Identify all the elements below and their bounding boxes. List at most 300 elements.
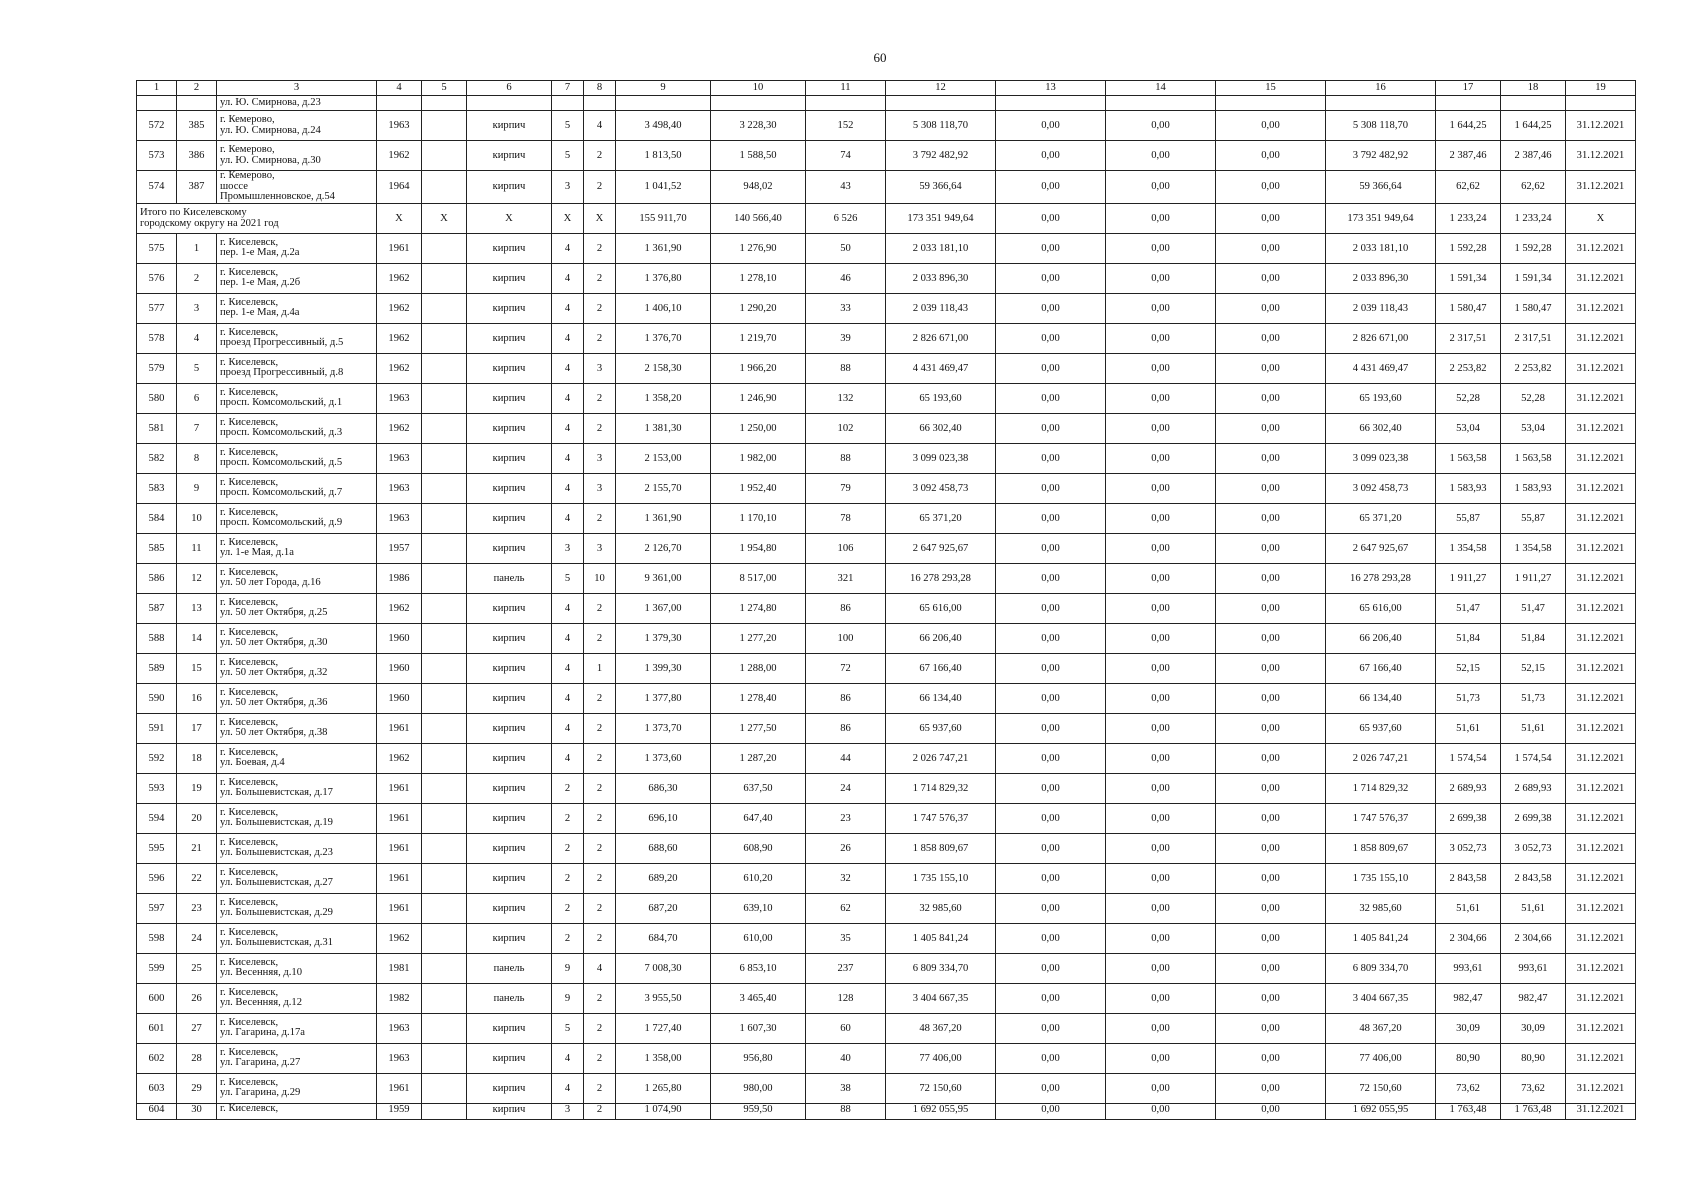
address-cell	[217, 893, 377, 923]
living-area-cell: 1 246,90	[711, 383, 806, 413]
total-c5-cell: Х	[422, 203, 467, 233]
living-area-cell: 1 278,10	[711, 263, 806, 293]
col16-cell: 32 985,60	[1326, 893, 1436, 923]
col15-cell: 0,00	[1216, 263, 1326, 293]
address-cell	[217, 743, 377, 773]
col15-cell: 0,00	[1216, 803, 1326, 833]
row-seq: 22	[177, 863, 217, 893]
total-area-cell: 3 498,40	[616, 111, 711, 141]
table-row	[137, 593, 1636, 623]
col13-cell: 0,00	[996, 323, 1106, 353]
col18-cell: 2 843,58	[1501, 863, 1566, 893]
address-line: г. Киселевск,	[220, 686, 279, 698]
residents-cell: 40	[806, 1043, 886, 1073]
col14-cell: 0,00	[1106, 1103, 1216, 1119]
address-line: г. Киселевск,	[220, 476, 279, 488]
col14-cell: 0,00	[1106, 473, 1216, 503]
address-line: ул. Большевистская, д.31	[220, 937, 333, 949]
material-cell: кирпич	[467, 773, 552, 803]
material-cell: кирпич	[467, 683, 552, 713]
col14-cell: 0,00	[1106, 1073, 1216, 1103]
address-line: ул. Большевистская, д.23	[220, 847, 333, 859]
date-cell: 31.12.2021	[1566, 983, 1636, 1013]
material-cell: кирпич	[467, 743, 552, 773]
year-cell: 1962	[377, 141, 422, 171]
col16-cell: 2 026 747,21	[1326, 743, 1436, 773]
cost-cell: 6 809 334,70	[886, 953, 996, 983]
row-number: 573	[137, 141, 177, 171]
row-number: 600	[137, 983, 177, 1013]
col18-cell: 55,87	[1501, 503, 1566, 533]
col18-cell: 1 592,28	[1501, 233, 1566, 263]
col13-cell: 0,00	[996, 563, 1106, 593]
entrances-cell: 3	[584, 473, 616, 503]
address-line: г. Киселевск,	[220, 326, 279, 338]
date-cell: 31.12.2021	[1566, 293, 1636, 323]
col15-cell: 0,00	[1216, 983, 1326, 1013]
col14-cell: 0,00	[1106, 893, 1216, 923]
col14-cell: 0,00	[1106, 443, 1216, 473]
address-line: г. Киселевск,	[220, 656, 279, 668]
col16-cell: 4 431 469,47	[1326, 353, 1436, 383]
material-cell: кирпич	[467, 623, 552, 653]
total-area-cell: 7 008,30	[616, 953, 711, 983]
entrances-cell: 2	[584, 893, 616, 923]
row-number: 595	[137, 833, 177, 863]
floors-cell: 2	[552, 923, 584, 953]
col5-cell	[422, 293, 467, 323]
col16-cell: 66 302,40	[1326, 413, 1436, 443]
total-area-cell: 2 158,30	[616, 353, 711, 383]
total-area-cell: 2 153,00	[616, 443, 711, 473]
empty-cell	[616, 96, 711, 111]
col14-cell: 0,00	[1106, 983, 1216, 1013]
table-row	[137, 653, 1636, 683]
floors-cell: 4	[552, 383, 584, 413]
table-row	[137, 713, 1636, 743]
col18-cell: 73,62	[1501, 1073, 1566, 1103]
row-seq: 385	[177, 111, 217, 141]
col15-cell: 0,00	[1216, 563, 1326, 593]
col17-cell: 73,62	[1436, 1073, 1501, 1103]
col15-cell: 0,00	[1216, 953, 1326, 983]
row-seq: 30	[177, 1103, 217, 1119]
col16-cell: 65 937,60	[1326, 713, 1436, 743]
col15-cell: 0,00	[1216, 383, 1326, 413]
year-cell: 1964	[377, 171, 422, 204]
address-line: ул. Весенняя, д.12	[220, 997, 302, 1009]
living-area-cell: 1 219,70	[711, 323, 806, 353]
living-area-cell: 608,90	[711, 833, 806, 863]
col16-cell: 66 134,40	[1326, 683, 1436, 713]
row-seq: 20	[177, 803, 217, 833]
row-number: 593	[137, 773, 177, 803]
address-line: г. Киселевск,	[220, 986, 279, 998]
date-cell: 31.12.2021	[1566, 171, 1636, 204]
address-line: г. Киселевск,	[220, 956, 279, 968]
residents-cell: 60	[806, 1013, 886, 1043]
date-cell: 31.12.2021	[1566, 323, 1636, 353]
residents-cell: 26	[806, 833, 886, 863]
residents-cell: 237	[806, 953, 886, 983]
col18-cell: 51,61	[1501, 893, 1566, 923]
col13-cell: 0,00	[996, 833, 1106, 863]
col14-cell: 0,00	[1106, 593, 1216, 623]
total-area-cell: 2 126,70	[616, 533, 711, 563]
col14-cell: 0,00	[1106, 623, 1216, 653]
col18-cell: 2 689,93	[1501, 773, 1566, 803]
col17-cell: 1 563,58	[1436, 443, 1501, 473]
entrances-cell: 1	[584, 653, 616, 683]
row-number: 574	[137, 171, 177, 204]
address-cell	[217, 503, 377, 533]
col15-cell: 0,00	[1216, 293, 1326, 323]
empty-cell	[177, 96, 217, 111]
cost-cell: 66 134,40	[886, 683, 996, 713]
year-cell: 1962	[377, 323, 422, 353]
col5-cell	[422, 413, 467, 443]
col14-cell: 0,00	[1106, 653, 1216, 683]
address-line: пер. 1-е Мая, д.2б	[220, 277, 301, 289]
total-v15-cell: 0,00	[1216, 203, 1326, 233]
address-cell	[217, 1043, 377, 1073]
col17-cell: 2 387,46	[1436, 141, 1501, 171]
empty-cell	[422, 96, 467, 111]
col18-cell: 982,47	[1501, 983, 1566, 1013]
table-row	[137, 743, 1636, 773]
table-row	[137, 953, 1636, 983]
material-cell: кирпич	[467, 1043, 552, 1073]
col18-cell: 3 052,73	[1501, 833, 1566, 863]
year-cell: 1961	[377, 233, 422, 263]
column-header: 11	[806, 81, 886, 96]
empty-cell	[467, 96, 552, 111]
col15-cell: 0,00	[1216, 533, 1326, 563]
cost-cell: 2 039 118,43	[886, 293, 996, 323]
date-cell: 31.12.2021	[1566, 923, 1636, 953]
col16-cell: 1 858 809,67	[1326, 833, 1436, 863]
total-area-cell: 1 265,80	[616, 1073, 711, 1103]
col15-cell: 0,00	[1216, 773, 1326, 803]
residents-cell: 62	[806, 893, 886, 923]
row-seq: 13	[177, 593, 217, 623]
col5-cell	[422, 623, 467, 653]
residents-cell: 23	[806, 803, 886, 833]
date-cell: 31.12.2021	[1566, 563, 1636, 593]
col18-cell: 993,61	[1501, 953, 1566, 983]
address-line: ул. 50 лет Октября, д.25	[220, 607, 328, 619]
material-cell: кирпич	[467, 653, 552, 683]
address-line: Итого по Киселевскому	[140, 207, 247, 219]
col18-cell: 1 563,58	[1501, 443, 1566, 473]
col5-cell	[422, 473, 467, 503]
address-line: г. Киселевск,	[220, 446, 279, 458]
entrances-cell: 2	[584, 323, 616, 353]
col17-cell: 52,15	[1436, 653, 1501, 683]
cost-cell: 2 647 925,67	[886, 533, 996, 563]
total-c7-cell: Х	[552, 203, 584, 233]
floors-cell: 3	[552, 171, 584, 204]
col13-cell: 0,00	[996, 623, 1106, 653]
col16-cell: 1 714 829,32	[1326, 773, 1436, 803]
address-cell	[217, 803, 377, 833]
year-cell: 1963	[377, 111, 422, 141]
material-cell: кирпич	[467, 353, 552, 383]
living-area-cell: 1 276,90	[711, 233, 806, 263]
floors-cell: 4	[552, 1073, 584, 1103]
table-row	[137, 533, 1636, 563]
col14-cell: 0,00	[1106, 833, 1216, 863]
col16-cell: 16 278 293,28	[1326, 563, 1436, 593]
empty-cell	[711, 96, 806, 111]
cost-cell: 16 278 293,28	[886, 563, 996, 593]
total-area-cell: 1 358,20	[616, 383, 711, 413]
table-row	[137, 503, 1636, 533]
col14-cell: 0,00	[1106, 413, 1216, 443]
material-cell: кирпич	[467, 1073, 552, 1103]
col14-cell: 0,00	[1106, 563, 1216, 593]
col5-cell	[422, 863, 467, 893]
living-area-cell: 637,50	[711, 773, 806, 803]
entrances-cell: 2	[584, 593, 616, 623]
col16-cell: 5 308 118,70	[1326, 111, 1436, 141]
col18-cell: 51,61	[1501, 713, 1566, 743]
col15-cell: 0,00	[1216, 743, 1326, 773]
total-v14-cell: 0,00	[1106, 203, 1216, 233]
column-header: 10	[711, 81, 806, 96]
address-line: ул. Боевая, д.4	[220, 757, 285, 769]
col5-cell	[422, 653, 467, 683]
total-area-cell: 686,30	[616, 773, 711, 803]
address-line: г. Кемерово,	[220, 143, 275, 155]
register-table	[136, 80, 1636, 1120]
empty-cell	[377, 96, 422, 111]
date-cell: 31.12.2021	[1566, 383, 1636, 413]
empty-cell	[806, 96, 886, 111]
col16-cell: 77 406,00	[1326, 1043, 1436, 1073]
col15-cell: 0,00	[1216, 353, 1326, 383]
residents-cell: 132	[806, 383, 886, 413]
row-seq: 2	[177, 263, 217, 293]
table-row	[137, 1043, 1636, 1073]
col17-cell: 2 253,82	[1436, 353, 1501, 383]
residents-cell: 106	[806, 533, 886, 563]
material-cell: кирпич	[467, 923, 552, 953]
entrances-cell: 2	[584, 141, 616, 171]
floors-cell: 4	[552, 443, 584, 473]
address-line: ул. Весенняя, д.10	[220, 967, 302, 979]
empty-cell	[996, 96, 1106, 111]
entrances-cell: 3	[584, 533, 616, 563]
address-line: проезд Прогрессивный, д.5	[220, 337, 344, 349]
col18-cell: 2 253,82	[1501, 353, 1566, 383]
year-cell: 1962	[377, 923, 422, 953]
col18-cell: 1 583,93	[1501, 473, 1566, 503]
col14-cell: 0,00	[1106, 743, 1216, 773]
row-seq: 14	[177, 623, 217, 653]
living-area-cell: 610,00	[711, 923, 806, 953]
address-line: ул. Ю. Смирнова, д.24	[220, 124, 321, 136]
living-area-cell: 1 966,20	[711, 353, 806, 383]
col13-cell: 0,00	[996, 533, 1106, 563]
address-line: ул. 50 лет Октября, д.30	[220, 637, 328, 649]
col14-cell: 0,00	[1106, 953, 1216, 983]
address-line: г. Киселевск,	[220, 1076, 279, 1088]
year-cell: 1959	[377, 1103, 422, 1119]
living-area-cell: 1 288,00	[711, 653, 806, 683]
date-cell: 31.12.2021	[1566, 893, 1636, 923]
date-cell: 31.12.2021	[1566, 1103, 1636, 1119]
col18-cell: 2 304,66	[1501, 923, 1566, 953]
row-number: 586	[137, 563, 177, 593]
material-cell: кирпич	[467, 323, 552, 353]
address-line: г. Киселевск,	[220, 626, 279, 638]
material-cell: кирпич	[467, 443, 552, 473]
col14-cell: 0,00	[1106, 263, 1216, 293]
col13-cell: 0,00	[996, 983, 1106, 1013]
address-cell	[217, 593, 377, 623]
col17-cell: 52,28	[1436, 383, 1501, 413]
cost-cell: 4 431 469,47	[886, 353, 996, 383]
cost-cell: 66 206,40	[886, 623, 996, 653]
address-cell	[217, 141, 377, 171]
address-line: проезд Прогрессивный, д.8	[220, 367, 344, 379]
living-area-cell: 610,20	[711, 863, 806, 893]
address-cell	[217, 443, 377, 473]
total-area-cell: 1 373,70	[616, 713, 711, 743]
row-seq: 1	[177, 233, 217, 263]
year-cell: 1963	[377, 443, 422, 473]
col14-cell: 0,00	[1106, 533, 1216, 563]
col17-cell: 982,47	[1436, 983, 1501, 1013]
col13-cell: 0,00	[996, 893, 1106, 923]
table-row	[137, 233, 1636, 263]
table-row	[137, 263, 1636, 293]
cost-cell: 1 735 155,10	[886, 863, 996, 893]
residents-cell: 72	[806, 653, 886, 683]
total-area-cell: 1 399,30	[616, 653, 711, 683]
column-header: 8	[584, 81, 616, 96]
col15-cell: 0,00	[1216, 413, 1326, 443]
total-s12-cell: 173 351 949,64	[886, 203, 996, 233]
residents-cell: 102	[806, 413, 886, 443]
col13-cell: 0,00	[996, 593, 1106, 623]
floors-cell: 4	[552, 353, 584, 383]
address-line: г. Киселевск,	[220, 596, 279, 608]
total-area-cell: 9 361,00	[616, 563, 711, 593]
material-cell: кирпич	[467, 383, 552, 413]
empty-cell	[1326, 96, 1436, 111]
col18-cell: 51,47	[1501, 593, 1566, 623]
residents-cell: 86	[806, 593, 886, 623]
row-seq: 29	[177, 1073, 217, 1103]
floors-cell: 9	[552, 953, 584, 983]
address-line: г. Киселевск,	[220, 536, 279, 548]
address-cell	[217, 683, 377, 713]
year-cell: 1960	[377, 623, 422, 653]
row-number: 575	[137, 233, 177, 263]
col13-cell: 0,00	[996, 353, 1106, 383]
address-line: ул. 50 лет Октября, д.38	[220, 727, 328, 739]
col18-cell: 1 574,54	[1501, 743, 1566, 773]
living-area-cell: 1 982,00	[711, 443, 806, 473]
col16-cell: 66 206,40	[1326, 623, 1436, 653]
entrances-cell: 2	[584, 683, 616, 713]
total-area-cell: 1 379,30	[616, 623, 711, 653]
col16-cell: 65 616,00	[1326, 593, 1436, 623]
row-number: 602	[137, 1043, 177, 1073]
address-line: просп. Комсомольский, д.7	[220, 487, 343, 499]
cost-cell: 72 150,60	[886, 1073, 996, 1103]
table-row	[137, 353, 1636, 383]
table-row	[137, 683, 1636, 713]
col17-cell: 55,87	[1436, 503, 1501, 533]
address-cell	[217, 563, 377, 593]
floors-cell: 4	[552, 503, 584, 533]
entrances-cell: 2	[584, 171, 616, 204]
address-line: ул. Гагарина, д.29	[220, 1087, 301, 1099]
address-line: г. Киселевск,	[220, 866, 279, 878]
address-line: г. Киселевск,	[220, 386, 279, 398]
date-cell: 31.12.2021	[1566, 413, 1636, 443]
col16-cell: 3 792 482,92	[1326, 141, 1436, 171]
row-seq: 11	[177, 533, 217, 563]
col13-cell: 0,00	[996, 713, 1106, 743]
material-cell: панель	[467, 953, 552, 983]
col16-cell: 48 367,20	[1326, 1013, 1436, 1043]
empty-cell	[1566, 96, 1636, 111]
year-cell: 1986	[377, 563, 422, 593]
col13-cell: 0,00	[996, 743, 1106, 773]
col17-cell: 2 689,93	[1436, 773, 1501, 803]
floors-cell: 2	[552, 803, 584, 833]
col15-cell: 0,00	[1216, 503, 1326, 533]
col17-cell: 2 317,51	[1436, 323, 1501, 353]
residents-cell: 86	[806, 713, 886, 743]
material-cell: кирпич	[467, 503, 552, 533]
table-row	[137, 923, 1636, 953]
col14-cell: 0,00	[1106, 233, 1216, 263]
col5-cell	[422, 141, 467, 171]
column-header: 17	[1436, 81, 1501, 96]
address-line: г. Киселевск,	[220, 356, 279, 368]
residents-cell: 88	[806, 353, 886, 383]
address-line: г. Кемерово,	[220, 113, 275, 125]
col17-cell: 3 052,73	[1436, 833, 1501, 863]
date-cell: 31.12.2021	[1566, 141, 1636, 171]
address-line: ул. 50 лет Города, д.16	[220, 577, 321, 589]
total-c17-cell: 1 233,24	[1436, 203, 1501, 233]
cost-cell: 48 367,20	[886, 1013, 996, 1043]
col16-cell: 1 747 576,37	[1326, 803, 1436, 833]
cost-cell: 1 747 576,37	[886, 803, 996, 833]
column-header: 6	[467, 81, 552, 96]
entrances-cell: 2	[584, 503, 616, 533]
empty-cell	[584, 96, 616, 111]
floors-cell: 2	[552, 893, 584, 923]
column-header: 16	[1326, 81, 1436, 96]
entrances-cell: 2	[584, 1073, 616, 1103]
col18-cell: 2 699,38	[1501, 803, 1566, 833]
residents-cell: 38	[806, 1073, 886, 1103]
address-cell	[217, 263, 377, 293]
address-line: г. Киселевск,	[220, 806, 279, 818]
row-seq: 12	[177, 563, 217, 593]
living-area-cell: 1 277,50	[711, 713, 806, 743]
col13-cell: 0,00	[996, 1043, 1106, 1073]
material-cell: кирпич	[467, 141, 552, 171]
total-row	[137, 203, 1636, 233]
